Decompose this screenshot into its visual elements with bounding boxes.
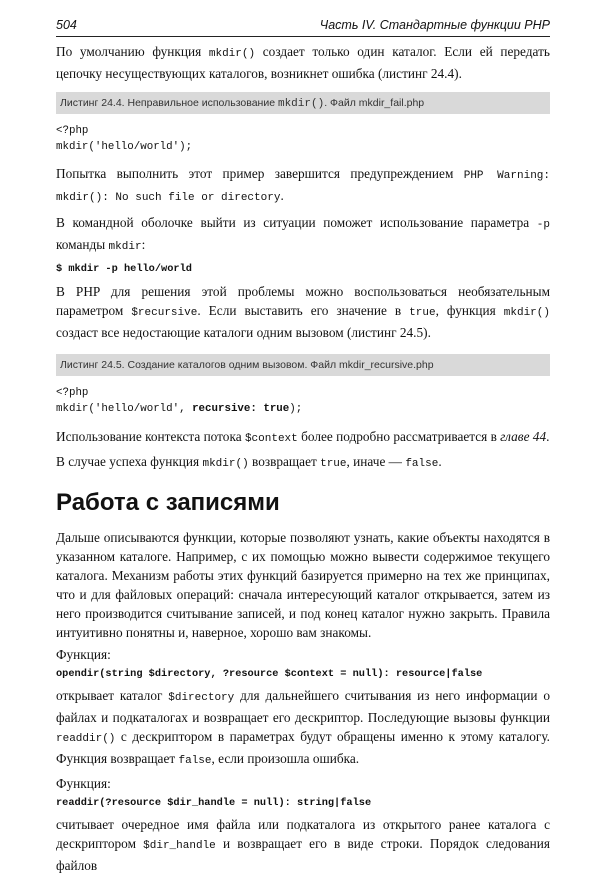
signature-opendir: opendir(string $directory, ?resource $context = null): resource|false [56, 668, 483, 680]
paragraph-warning: Попытка выполнить этот пример завершится предупреждением PHP Warning: mkdir(): No such file or directory. [56, 166, 550, 204]
signature-readdir: readdir(?resource $dir_handle = null): string|false [56, 797, 372, 809]
page-header [56, 12, 550, 37]
page-content [56, 42, 550, 875]
section-title: Работа с записями [56, 489, 280, 516]
paragraph-recursive: В PHP для решения этой проблемы можно воспользоваться необязательным параметром $recursive. Если выставить его значение в true, функция mkdir() создаст все недостающие каталоги одним вызовом (листинг 24.5). [56, 284, 550, 340]
listing-24-5-caption: Листинг 24.5. Создание каталогов одним вызовом. Файл mkdir_recursive.php [56, 354, 550, 376]
paragraph-mkdir-default: По умолчанию функция mkdir() создает только один каталог. Если ей передать цепочку несуществующих каталогов, возникнет ошибка (листинг 24.4). [56, 44, 550, 81]
running-title: Часть IV. Стандартные функции PHP [319, 18, 550, 32]
label-function-opendir: Функция: [56, 647, 111, 662]
paragraph-return-value: В случае успеха функция mkdir() возвращает true, иначе — false. [56, 454, 442, 470]
paragraph-opendir: открывает каталог $directory для дальнейшего считывания из него информации о файлах и подкаталогах и возвращает его дескриптор. Последующие вызовы функции readdir() с дескриптором в параметрах будут обращены именно к этому каталогу. Функция возвращает false, если произошла ошибка. [56, 688, 550, 767]
shell-command: $ mkdir -p hello/world [56, 263, 192, 275]
label-function-readdir: Функция: [56, 776, 111, 791]
paragraph-directory-intro: Дальше описываются функции, которые позволяют узнать, какие объекты находятся в указанном каталоге. Например, с их помощью можно вывести содержимое текущего каталога. Механизм работы этих функций базируется примерно на тех же принципах, что и для файловых операций: сначала интересующий каталог открывается, затем из него производится считывание записей, и под конец каталог нужно закрыть. Правила интуитивно понятны и, наверное, хорошо вам знакомы. [56, 530, 550, 640]
page-number: 504 [56, 18, 77, 32]
paragraph-context: Использование контекста потока $context более подробно рассматривается в главе 44. [56, 429, 550, 445]
paragraph-readdir: считывает очередное имя файла или подкаталога из открытого ранее каталога с дескриптором $dir_handle и возвращает его в виде строки. Порядок следования файлов [56, 817, 551, 873]
listing-24-5-code: <?php mkdir('hello/world', recursive: true); [56, 387, 303, 415]
listing-24-4-caption: Листинг 24.4. Неправильное использование mkdir(). Файл mkdir_fail.php [56, 92, 550, 114]
paragraph-shell-option: В командной оболочке выйти из ситуации поможет использование параметра -p команды mkdir: [56, 215, 550, 253]
listing-24-4-code: <?php mkdir('hello/world'); [56, 125, 193, 153]
